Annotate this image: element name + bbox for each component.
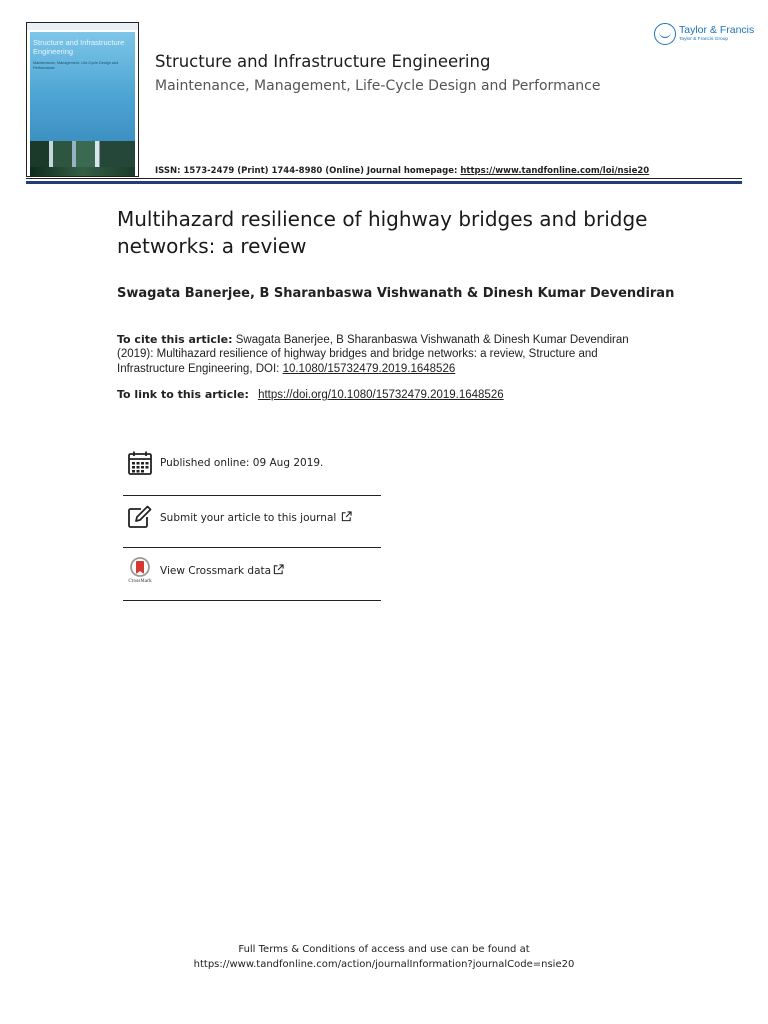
- cover-title: Structure and Infrastructure Engineering: [33, 38, 125, 56]
- article-link-label: To link to this article:: [117, 388, 249, 401]
- info-divider: [123, 600, 381, 601]
- submit-article-text[interactable]: [160, 511, 352, 524]
- calendar-icon: [127, 450, 153, 476]
- footer: [0, 942, 768, 972]
- cover-top-strip: [27, 23, 138, 30]
- article-doi-url-link[interactable]: https://doi.org/10.1080/15732479.2019.1648526: [258, 389, 504, 401]
- publisher-group: Taylor & Francis Group: [679, 37, 729, 42]
- edit-icon: [127, 504, 153, 530]
- submit-article-row[interactable]: [123, 497, 381, 537]
- crossmark-row[interactable]: [123, 550, 381, 590]
- publisher-logo[interactable]: [654, 22, 755, 46]
- submit-article-label: Submit your article to this journal: [160, 511, 337, 524]
- journal-title: Structure and Infrastructure Engineering: [155, 52, 491, 71]
- footer-terms-url[interactable]: https://www.tandfonline.com/action/journalInformation?journalCode=nsie20: [193, 959, 575, 970]
- journal-homepage-link[interactable]: https://www.tandfonline.com/loi/nsie20: [460, 166, 650, 176]
- taylor-francis-logo-icon: [654, 23, 676, 45]
- header-divider-thin: [26, 178, 742, 179]
- crossmark-icon: [127, 557, 153, 583]
- published-online-row: [123, 443, 381, 483]
- article-authors: Swagata Banerjee, B Sharanbaswa Vishwanath & Dinesh Kumar Devendiran: [117, 286, 675, 301]
- citation-block: [117, 333, 647, 376]
- article-title: Multihazard resilience of highway bridges and bridge networks: a review: [117, 207, 648, 258]
- citation-label: To cite this article:: [117, 333, 233, 346]
- cover-subtitle: Maintenance, Management, Life-Cycle Design and Performance: [33, 61, 119, 70]
- journal-cover-image: [26, 22, 139, 177]
- article-link-block: [117, 388, 677, 401]
- citation-text: Swagata Banerjee, B Sharanbaswa Vishwanath & Dinesh Kumar Devendiran (2019): Multihazard resilience of highway bridges and bridge networks: a review, Structure and Infrastructure Engineering, DOI:: [117, 334, 629, 375]
- issn-text: ISSN: 1573-2479 (Print) 1744-8980 (Online) Journal homepage:: [155, 166, 461, 176]
- crossmark-logo-text: CrossMark: [128, 578, 152, 583]
- info-divider: [123, 495, 381, 496]
- header-divider-thick: [26, 181, 742, 184]
- info-divider: [123, 547, 381, 548]
- external-link-icon: [341, 511, 352, 522]
- external-link-icon: [273, 564, 284, 575]
- crossmark-text[interactable]: [160, 564, 284, 577]
- published-online-text: Published online: 09 Aug 2019.: [160, 457, 324, 469]
- crossmark-label: View Crossmark data: [160, 564, 272, 577]
- issn-line: [155, 166, 649, 176]
- cover-photos: [30, 141, 135, 177]
- publisher-name: Taylor & Francis: [679, 24, 755, 36]
- citation-doi-link[interactable]: 10.1080/15732479.2019.1648526: [282, 362, 456, 375]
- footer-terms-text: Full Terms & Conditions of access and use can be found at: [238, 944, 530, 955]
- journal-subtitle: Maintenance, Management, Life-Cycle Design and Performance: [155, 78, 601, 94]
